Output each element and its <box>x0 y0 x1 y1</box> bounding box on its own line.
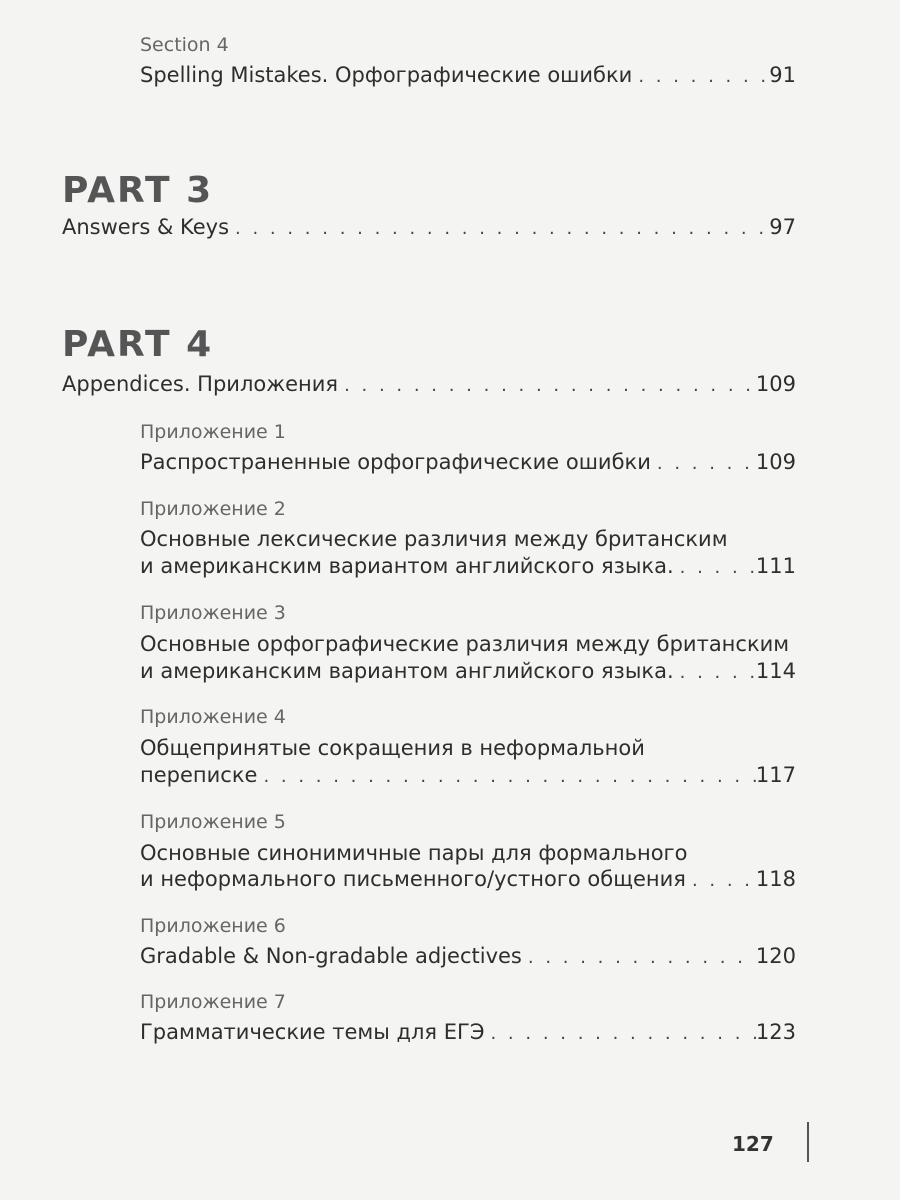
toc-entry-section-4 <box>140 62 796 90</box>
appendix-label: Приложение 7 <box>140 991 286 1013</box>
part-4-heading: PART 4 <box>62 324 214 365</box>
entry-title-line-2: и неформального письменного/устного общения <box>140 867 686 891</box>
entry-page: 109 <box>755 450 796 474</box>
entry-page: 117 <box>755 763 796 787</box>
appendix-label: Приложение 2 <box>140 498 286 520</box>
leader-dots <box>338 373 756 399</box>
entry-title: Answers & Keys <box>62 215 230 239</box>
toc-entry-appendix-5 <box>140 866 796 894</box>
appendix-label: Приложение 3 <box>140 602 286 624</box>
appendix-label: Приложение 5 <box>140 811 286 833</box>
entry-page: 97 <box>769 215 796 239</box>
entry-title-line-2: и американским вариантом английского языка. <box>140 659 674 683</box>
entry-title: Распространенные орфографические ошибки <box>140 450 651 474</box>
entry-title: Spelling Mistakes. Орфографические ошибки <box>140 63 633 87</box>
leader-dots <box>229 216 769 242</box>
entry-title: Gradable & Non-gradable adjectives <box>140 944 522 968</box>
section-label: Section 4 <box>140 34 229 56</box>
entry-page: 109 <box>755 372 796 396</box>
appendix-label: Приложение 4 <box>140 706 286 728</box>
entry-title: Appendices. Приложения <box>62 372 339 396</box>
part-3-heading: PART 3 <box>62 170 214 211</box>
leader-dots <box>686 868 756 894</box>
leader-dots <box>674 660 756 686</box>
entry-page: 120 <box>755 944 796 968</box>
appendix-label: Приложение 1 <box>140 421 286 443</box>
entry-title-line-2: и американским вариантом английского языка. <box>140 554 674 578</box>
leader-dots <box>674 555 756 581</box>
toc-entry-appendix-1 <box>140 449 796 477</box>
entry-page: 111 <box>755 554 796 578</box>
entry-title-line-1: Основные синонимичные пары для формального <box>140 841 688 865</box>
toc-entry-appendix-3 <box>140 658 796 686</box>
entry-page: 114 <box>755 659 796 683</box>
leader-dots <box>257 764 755 790</box>
leader-dots <box>522 945 756 971</box>
toc-entry-appendix-4 <box>140 762 796 790</box>
leader-dots <box>484 1021 755 1047</box>
entry-title-line-1: Основные лексические различия между британским <box>140 527 728 551</box>
folio-divider <box>807 1122 809 1162</box>
entry-title: Грамматические темы для ЕГЭ <box>140 1020 485 1044</box>
entry-title-line-1: Основные орфографические различия между британским <box>140 632 790 656</box>
entry-page: 118 <box>755 867 796 891</box>
page-number: 127 <box>732 1132 774 1156</box>
toc-entry-part-3 <box>62 214 796 242</box>
leader-dots <box>632 64 769 90</box>
toc-entry-appendix-2 <box>140 553 796 581</box>
entry-page: 91 <box>769 63 796 87</box>
toc-entry-appendix-7 <box>140 1019 796 1047</box>
appendix-label: Приложение 6 <box>140 915 286 937</box>
entry-title-line-1: Общепринятые сокращения в неформальной <box>140 736 645 760</box>
entry-title-line-2: переписке <box>140 763 258 787</box>
entry-page: 123 <box>755 1020 796 1044</box>
toc-entry-part-4 <box>62 371 796 399</box>
toc-entry-appendix-6 <box>140 943 796 971</box>
leader-dots <box>651 451 756 477</box>
